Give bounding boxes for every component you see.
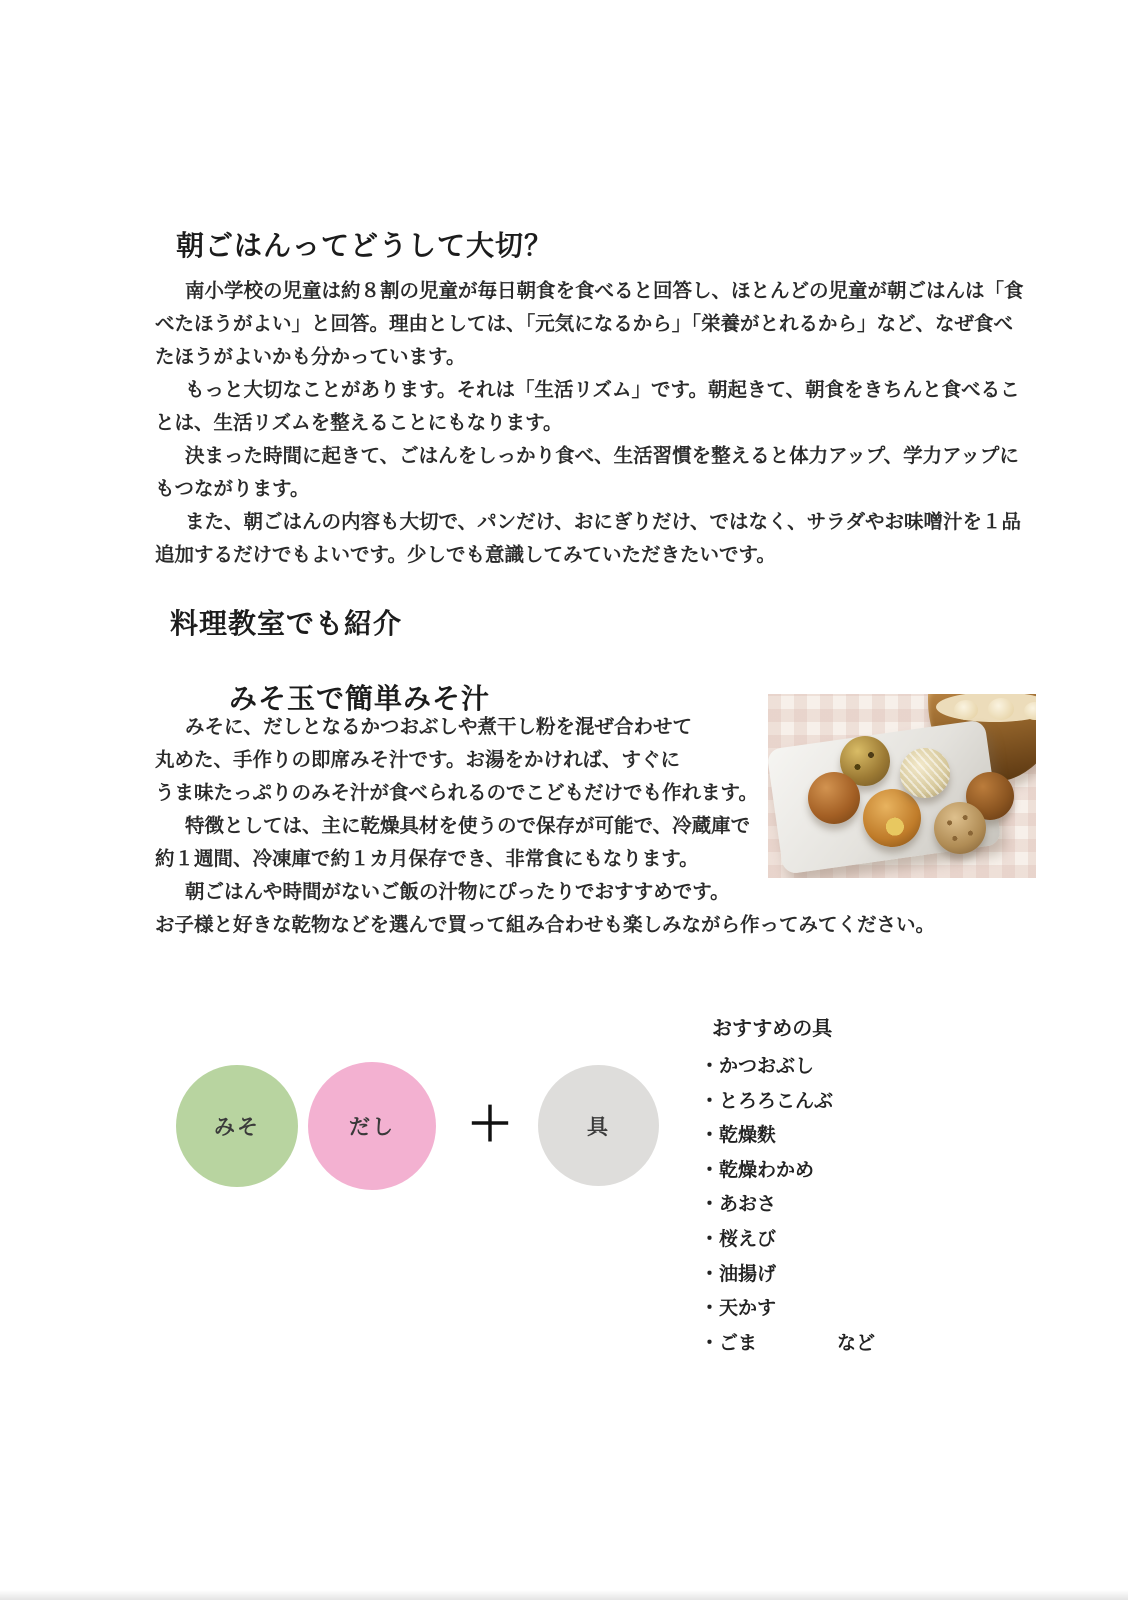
- list-item-last: [700, 1327, 875, 1362]
- list-item: ・あおさ: [700, 1194, 777, 1216]
- text-line: また、朝ごはんの内容も大切で、パンだけ、おにぎりだけ、ではなく、サラダやお味噌汁を１品: [185, 511, 1021, 533]
- text-line: お子様と好きな乾物などを選んで買って組み合わせも楽しみながら作ってみてください。: [155, 914, 936, 936]
- list-item: ・乾燥わかめ: [700, 1159, 815, 1181]
- paragraph-intro-3: [155, 440, 1024, 506]
- miso-circle: [176, 1065, 298, 1187]
- list-item: ・とろろこんぶ: [700, 1090, 834, 1112]
- list-item: ・天かす: [700, 1298, 777, 1320]
- text-line: もつながります。: [155, 478, 310, 500]
- text-line: 丸めた、手作りの即席みそ汁です。お湯をかければ、すぐに: [155, 749, 680, 771]
- heading-cooking-class: 料理教室でも紹介: [170, 608, 403, 639]
- list-item: ・油揚げ: [700, 1263, 777, 1285]
- text-line: みそに、だしとなるかつおぶしや煮干し粉を混ぜ合わせて: [185, 716, 693, 738]
- miso-circle-label: みそ: [214, 1116, 260, 1139]
- text-line: たほうがよいかも分かっています。: [155, 346, 466, 368]
- paragraph-cooking-3: [155, 876, 935, 909]
- list-item: ・桜えび: [700, 1228, 777, 1250]
- plus-sign: ＋: [467, 1098, 513, 1150]
- list-item: ・かつおぶし: [700, 1056, 815, 1077]
- list-item: ・乾燥麩: [700, 1125, 777, 1147]
- miso-ball: [808, 772, 860, 824]
- text-line: べたほうがよい」と回答。理由としては、「元気になるから」「栄養がとれるから」など、なぜ食べ: [155, 313, 1014, 335]
- intro-text-block: [155, 275, 1024, 572]
- text-line: 特徴としては、主に乾燥具材を使うので保存が可能で、冷蔵庫で: [185, 815, 751, 837]
- heading-miso-ball-soup: みそ玉で簡単みそ汁: [229, 683, 491, 714]
- soup-miso-ball: [988, 698, 1014, 720]
- paragraph-cooking-4: [155, 909, 935, 942]
- text-line: もっと大切なことがあります。それは「生活リズム」です。朝起きて、朝食をきちんと食べるこ: [185, 379, 1020, 401]
- gu-circle-label: 具: [587, 1115, 610, 1139]
- text-line: 決まった時間に起きて、ごはんをしっかり食べ、生活習慣を整えると体力アップ、学力アップに: [185, 445, 1019, 467]
- heading-why-breakfast: 朝ごはんってどうして大切？: [176, 230, 554, 261]
- text-line: 約１週間、冷凍庫で約１カ月保存でき、非常食にもなります。: [155, 848, 699, 870]
- dashi-circle-label: だし: [349, 1116, 395, 1139]
- paragraph-intro-4: [155, 506, 1024, 572]
- gu-circle: [538, 1065, 659, 1186]
- miso-ball: [900, 748, 950, 798]
- soup-miso-ball: [954, 700, 978, 720]
- etc-label: など: [837, 1332, 876, 1354]
- miso-ball: [863, 789, 921, 847]
- recommended-ingredients-heading: おすすめの具: [712, 1018, 833, 1040]
- soup-miso-ball: [1024, 702, 1036, 720]
- text-line: とは、生活リズムを整えることにもなります。: [155, 412, 563, 434]
- soup-surface: [936, 694, 1036, 722]
- page-bottom-shadow: [0, 1590, 1128, 1600]
- paragraph-intro-2: [155, 374, 1024, 440]
- miso-ball: [934, 802, 986, 854]
- miso-balls-photo: [768, 694, 1036, 878]
- recommended-ingredients-list: [700, 1050, 875, 1361]
- paragraph-intro-1: [155, 275, 1024, 374]
- text-line: 追加するだけでもよいです。少しでも意識してみていただきたいです。: [155, 544, 776, 566]
- dashi-circle: [308, 1062, 436, 1190]
- list-item-label: ・ごま: [700, 1332, 758, 1354]
- text-line: うま味たっぷりのみそ汁が食べられるのでこどもだけでも作れます。: [155, 782, 758, 804]
- text-line: 朝ごはんや時間がないご飯の汁物にぴったりでおすすめです。: [185, 881, 730, 903]
- text-line: 南小学校の児童は約８割の児童が毎日朝食を食べると回答し、ほとんどの児童が朝ごはんは「食: [185, 280, 1024, 302]
